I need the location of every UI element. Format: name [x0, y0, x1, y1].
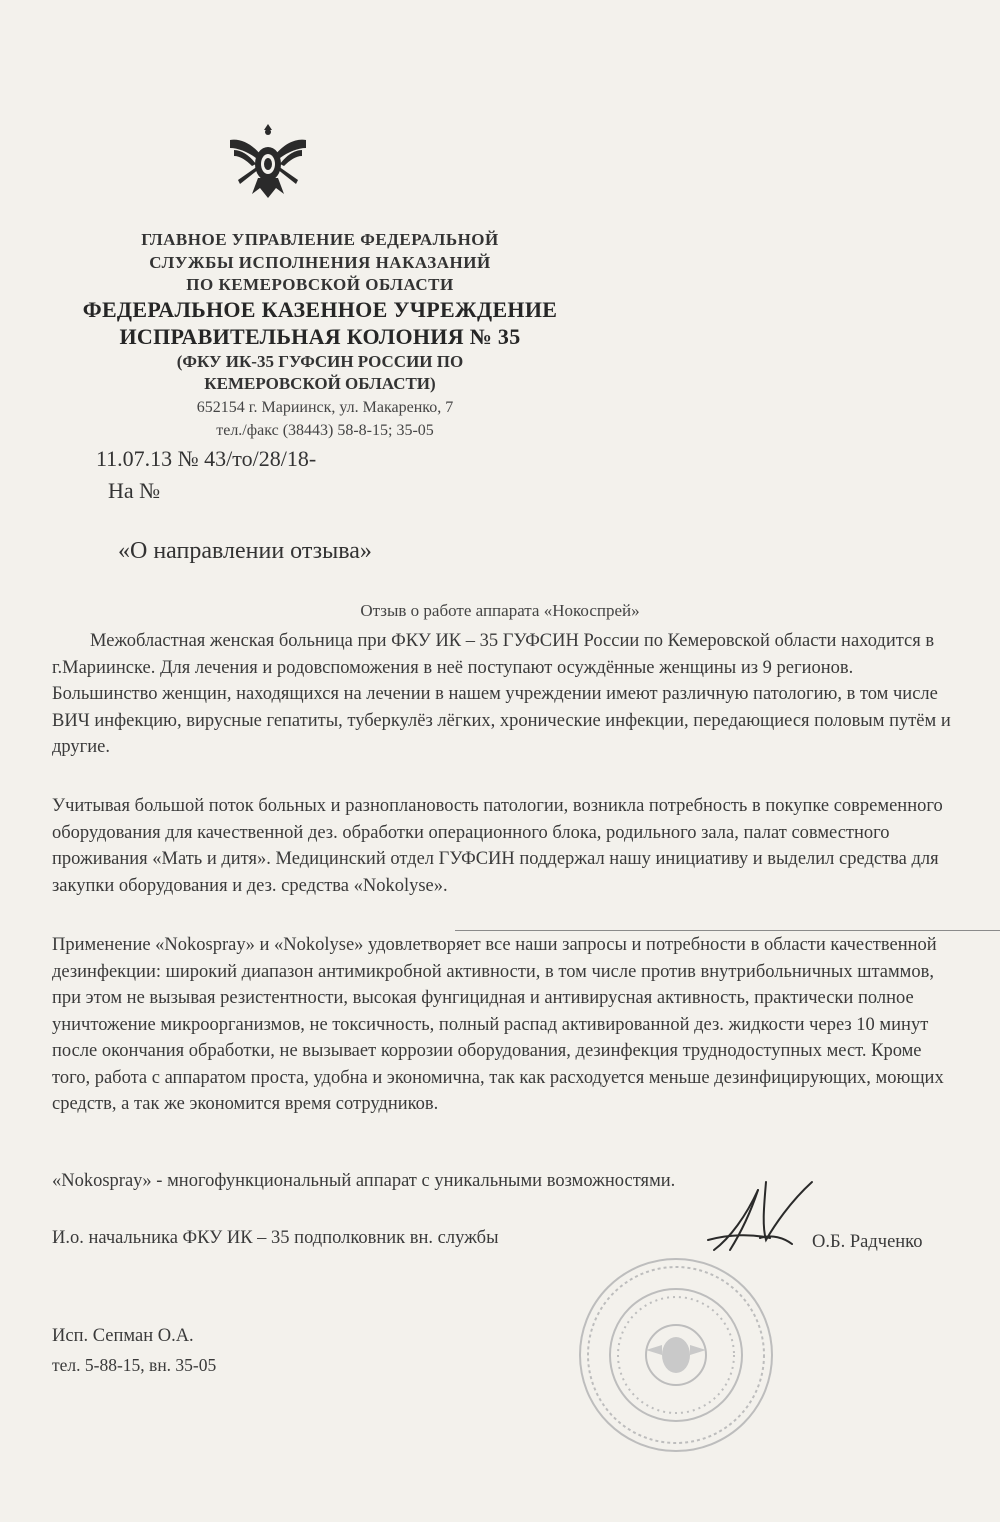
executor-phone: тел. 5-88-15, вн. 35-05: [52, 1355, 217, 1375]
paragraph-2-block: [52, 793, 952, 899]
header-line-2: СЛУЖБЫ ИСПОЛНЕНИЯ НАКАЗАНИЙ: [149, 253, 491, 272]
official-seal-stamp-icon: [576, 1255, 776, 1455]
header-phone: тел./факс (38443) 58-8-15; 35-05: [216, 422, 434, 439]
header-line-3: ПО КЕМЕРОВСКОЙ ОБЛАСТИ: [186, 275, 454, 294]
paragraph-1-block: [52, 628, 952, 761]
header-abbrev-1: (ФКУ ИК-35 ГУФСИН РОССИИ ПО: [176, 352, 464, 371]
double-headed-eagle-emblem-icon: [222, 118, 314, 202]
outgoing-number: 11.07.13 № 43/то/28/18-: [96, 446, 317, 471]
paragraph-3-block: [52, 932, 952, 1118]
signer-position: И.о. начальника ФКУ ИК – 35 подполковник вн. службы: [52, 1228, 499, 1248]
paragraph: Применение «Nokospray» и «Nokolyse» удовлетворяет все наши запросы и потребности в области качественной дезинфекции: широкий диапазон антимикробной активности, в том числе против внутрибольничных штаммов, при этом не вызывая резистентности, высокая фунгицидная и антивирусная активность, практически полное уничтожение микроорганизмов, не токсичность, полный распад активированной дез. жидкости через 10 минут после окончания обработки, не вызывает коррозии оборудования, дезинфекция труднодоступных мест. Кроме того, работа с аппаратом проста, удобна и экономична, так как расходуется меньше дезинфицирующих, моющих средств, а так же экономится время сотрудников.: [52, 935, 944, 1114]
header-line-1: ГЛАВНОЕ УПРАВЛЕНИЕ ФЕДЕРАЛЬНОЙ: [141, 230, 499, 249]
paragraph: «Nokospray» - многофункциональный аппарат с уникальными возможностями.: [52, 1171, 676, 1191]
institution-colony: ИСПРАВИТЕЛЬНАЯ КОЛОНИЯ № 35: [119, 324, 521, 349]
signer-name: О.Б. Радченко: [812, 1232, 923, 1252]
executor-name: Исп. Сепман О.А.: [52, 1326, 194, 1346]
paragraph: Учитывая большой поток больных и разноплановость патологии, возникла потребность в покупке современного оборудования для качественной дез. обработки операционного блока, родильного зала, палат совместного проживания «Мать и дитя». Медицинский отдел ГУФСИН поддержал нашу инициативу и выделил средства для закупки оборудования и дез. средства «Nokolyse».: [52, 796, 943, 896]
paragraph: Межобластная женская больница при ФКУ ИК – 35 ГУФСИН России по Кемеровской области находится в г.Мариинске. Для лечения и родовспоможения в неё поступают осуждённые женщины из 9 регионов. Большинство женщин, находящихся на лечении в нашем учреждении имеют различную патологию, в том числе ВИЧ инфекцию, вирусные гепатиты, туберкулёз лёгких, хронические инфекции, передающиеся половым путём и другие.: [52, 631, 951, 757]
header-abbrev-2: КЕМЕРОВСКОЙ ОБЛАСТИ): [204, 374, 436, 393]
header-address: 652154 г. Мариинск, ул. Макаренко, 7: [196, 399, 454, 416]
divider-line: [455, 930, 1000, 931]
reply-number: На №: [108, 478, 161, 503]
handwritten-signature-icon: [700, 1168, 820, 1268]
letter-subject: «О направлении отзыва»: [118, 538, 372, 564]
review-title: Отзыв о работе аппарата «Нокоспрей»: [360, 601, 640, 620]
institution-name: ФЕДЕРАЛЬНОЕ КАЗЕННОЕ УЧРЕЖДЕНИЕ: [82, 297, 558, 322]
